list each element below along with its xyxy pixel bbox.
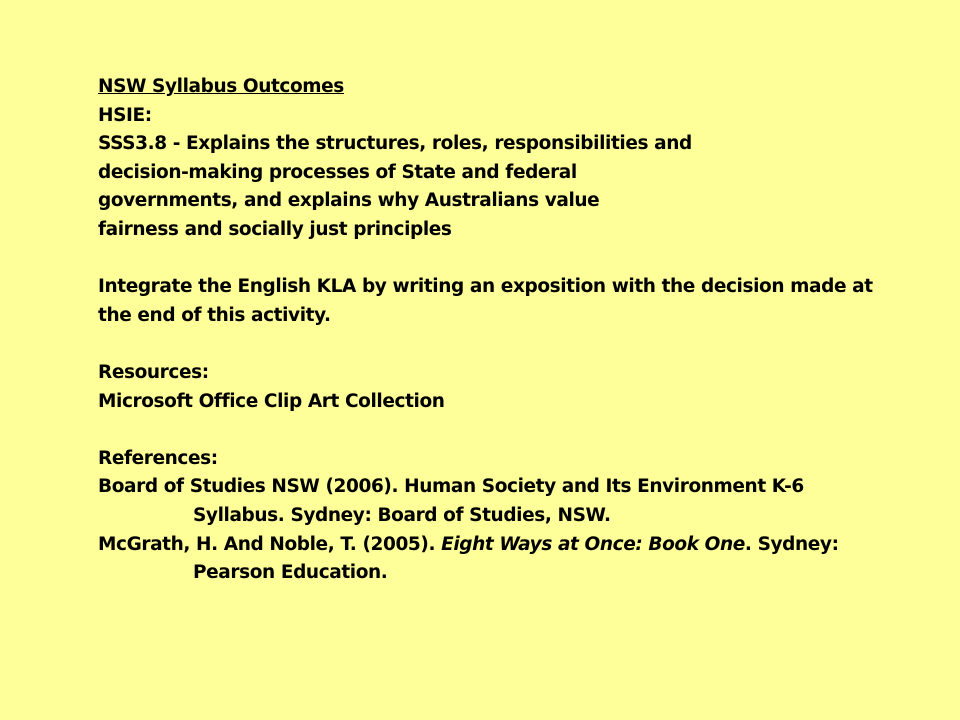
reference-2-line-1 <box>98 531 918 560</box>
reference-2-line-2: Pearson Education. <box>193 562 388 584</box>
reference-2-prefix: McGrath, H. And Noble, T. (2005). <box>98 533 442 555</box>
integrate-line: Integrate the English KLA by writing an exposition with the decision made at <box>98 276 873 298</box>
references-label: References: <box>98 447 218 469</box>
spacer <box>98 245 918 274</box>
slide-body <box>98 73 918 588</box>
outcome-line: fairness and socially just principles <box>98 218 452 240</box>
outcome-line: governments, and explains why Australians value <box>98 190 600 212</box>
integrate-line: the end of this activity. <box>98 304 331 326</box>
hsie-label: HSIE: <box>98 104 152 126</box>
reference-1-line-1: Board of Studies NSW (2006). Human Society and Its Environment K-6 <box>98 476 804 498</box>
heading: NSW Syllabus Outcomes <box>98 76 344 97</box>
resources-label: Resources: <box>98 361 209 383</box>
reference-2-suffix: . Sydney: <box>744 533 839 555</box>
spacer <box>98 416 918 445</box>
reference-2-book-title: Eight Ways at Once: Book One <box>441 533 745 555</box>
resources-item: Microsoft Office Clip Art Collection <box>98 390 445 412</box>
outcome-line: SSS3.8 - Explains the structures, roles, responsibilities and <box>98 133 692 155</box>
outcome-line: decision-making processes of State and federal <box>98 161 577 183</box>
reference-1-line-2: Syllabus. Sydney: Board of Studies, NSW. <box>193 504 611 526</box>
spacer <box>98 330 918 359</box>
